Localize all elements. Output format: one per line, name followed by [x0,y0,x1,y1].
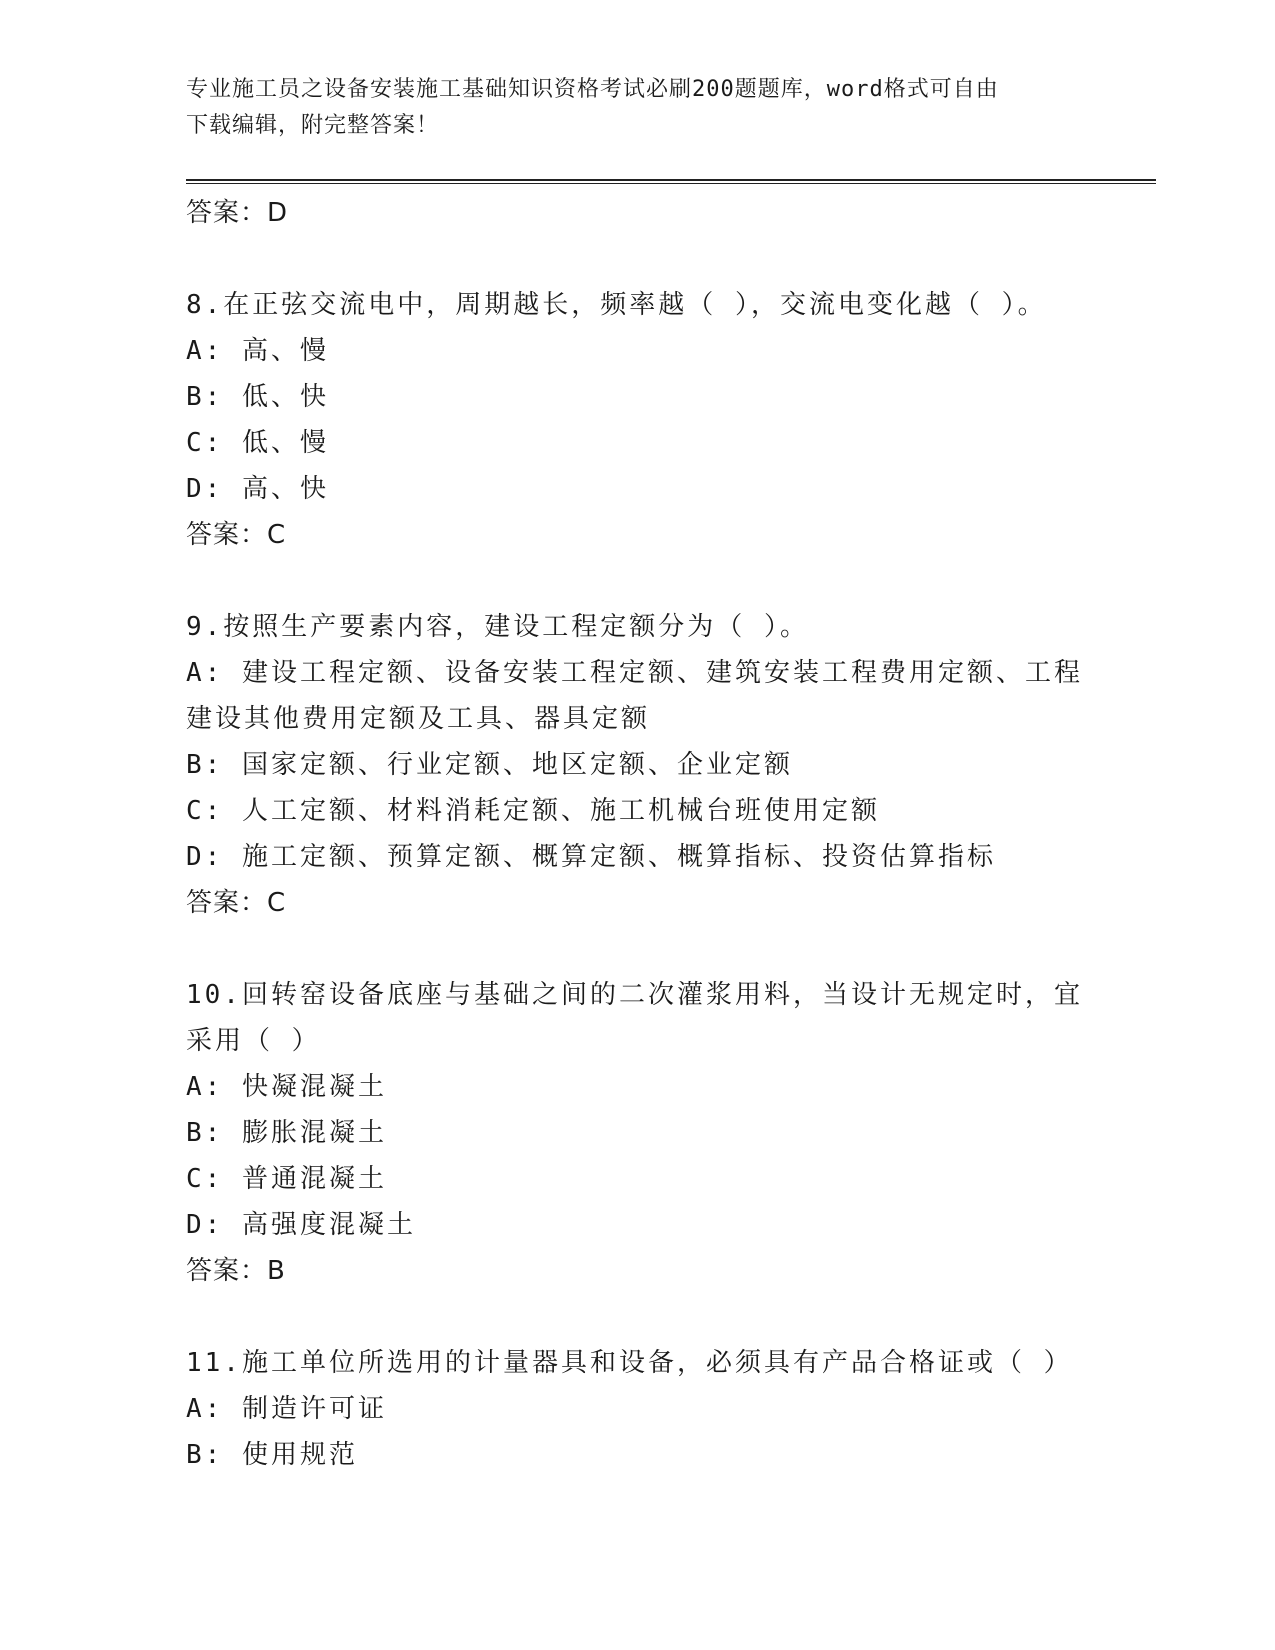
answer: 答案：B [186,1256,286,1286]
option-a: A: 建设工程定额、设备安装工程定额、建筑安装工程费用定额、工程 [186,658,1083,688]
option-a-continued: 建设其他费用定额及工具、器具定额 [186,704,651,734]
question-10 [186,972,1086,1294]
option-c: C: 普通混凝土 [186,1164,387,1194]
spacer [186,926,1086,972]
spacer [186,1294,1086,1340]
header-rule-thick [186,179,1156,181]
header-rule-thin [186,183,1156,184]
spacer [186,558,1086,604]
question-text-continued: 采用（ ） [186,1026,321,1056]
option-c: C: 低、慢 [186,428,329,458]
document-body [186,190,1086,1478]
option-a: A: 高、慢 [186,336,329,366]
header-line-1: 专业施工员之设备安装施工基础知识资格考试必刷200题题库，word格式可自由 [186,77,999,102]
question-11 [186,1340,1086,1478]
question-text: 10.回转窑设备底座与基础之间的二次灌浆用料，当设计无规定时，宜 [186,980,1083,1010]
question-text: 8.在正弦交流电中，周期越长，频率越（ ），交流电变化越（ ）。 [186,290,1047,320]
previous-answer: 答案：D [186,198,289,228]
option-d: D: 高强度混凝土 [186,1210,416,1240]
option-b: B: 低、快 [186,382,329,412]
header-line-2: 下载编辑，附完整答案！ [186,113,440,138]
option-a: A: 快凝混凝土 [186,1072,387,1102]
answer: 答案：C [186,520,287,550]
question-text: 9.按照生产要素内容，建设工程定额分为（ ）。 [186,612,809,642]
option-b: B: 使用规范 [186,1440,358,1470]
option-d: D: 高、快 [186,474,329,504]
spacer [186,236,1086,282]
option-b: B: 国家定额、行业定额、地区定额、企业定额 [186,750,793,780]
question-text: 11.施工单位所选用的计量器具和设备，必须具有产品合格证或（ ） [186,1348,1073,1378]
option-c: C: 人工定额、材料消耗定额、施工机械台班使用定额 [186,796,880,826]
question-9 [186,604,1086,926]
answer: 答案：C [186,888,287,918]
option-d: D: 施工定额、预算定额、概算定额、概算指标、投资估算指标 [186,842,996,872]
question-8 [186,282,1086,558]
document-header [186,72,1086,144]
option-a: A: 制造许可证 [186,1394,387,1424]
option-b: B: 膨胀混凝土 [186,1118,387,1148]
